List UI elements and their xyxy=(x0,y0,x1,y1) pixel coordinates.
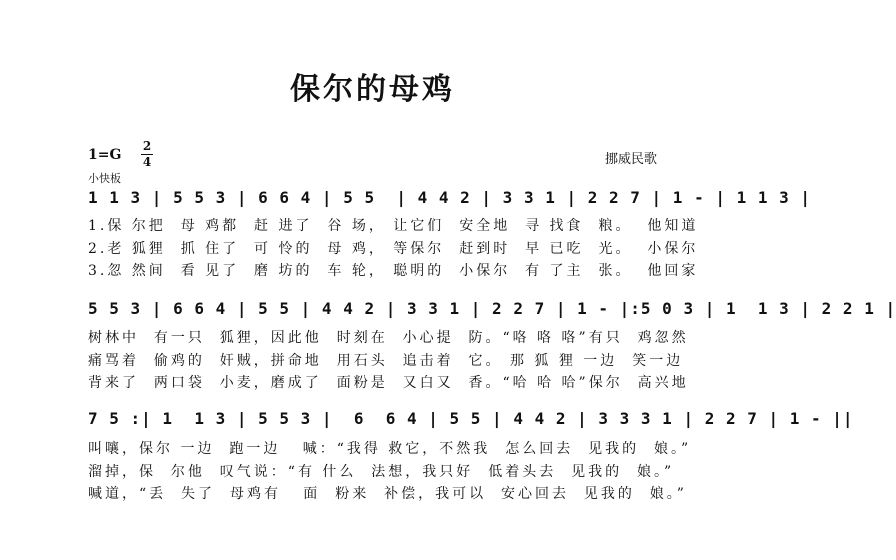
time-signature-top: 2 xyxy=(142,139,152,153)
notation-line-1: 1 1 3 | 5 5 3 | 6 6 4 | 5 5 | 4 4 2 | 3 3 1 | 2 2 7 | 1 - | 1 1 3 | xyxy=(88,188,812,207)
lyric-line-3-verse-3: 喊道，“丢 失了 母鸡有 面 粉来 补偿，我可以 安心回去 见我的 娘。” xyxy=(88,486,687,502)
lyric-line-1-verse-3: 3.忽 然间 看 见了 磨 坊的 车 轮， 聪明的 小保尔 有 了主 张。 他回家 xyxy=(88,263,699,279)
lyric-line-1-verse-1: 1.保 尔把 母 鸡都 赶 进了 谷 场， 让它们 安全地 寻 找食 粮。 他知道 xyxy=(88,218,699,234)
song-title: 保尔的母鸡 xyxy=(290,72,455,107)
key-signature: 1=G xyxy=(88,147,122,163)
lyric-line-2-verse-2: 痛骂着 偷鸡的 奸贼，拼命地 用石头 追击着 它。 那 狐 狸 一边 笑一边 xyxy=(88,353,684,369)
lyric-line-3-verse-2: 溜掉，保 尔他 叹气说：“有 什么 法想，我只好 低着头去 见我的 娘。” xyxy=(88,464,675,480)
lyric-line-2-verse-3: 背来了 两口袋 小麦，磨成了 面粉是 又白又 香。“哈 哈 哈”保尔 高兴地 xyxy=(88,375,689,391)
lyric-line-2-verse-1: 树林中 有一只 狐狸，因此他 时刻在 小心提 防。“咯 咯 咯”有只 鸡忽然 xyxy=(88,330,689,346)
composer-credit: 挪威民歌 xyxy=(604,152,657,167)
time-signature-bottom: 4 xyxy=(142,155,152,169)
notation-line-3: 7 5 :| 1 1 3 | 5 5 3 | 6 6 4 | 5 5 | 4 4 2 | 3 3 3 1 | 2 2 7 | 1 - || xyxy=(88,409,854,428)
lyric-line-1-verse-2: 2.老 狐狸 抓 住了 可 怜的 母 鸡， 等保尔 赶到时 早 已吃 光。 小保尔 xyxy=(88,241,699,257)
time-signature xyxy=(140,140,154,169)
lyric-line-3-verse-1: 叫嚷，保尔 一边 跑一边 喊：“我得 救它，不然我 怎么回去 见我的 娘。” xyxy=(88,441,692,457)
notation-line-2: 5 5 3 | 6 6 4 | 5 5 | 4 4 2 | 3 3 1 | 2 2 7 | 1 - |:5 0 3 | 1 1 3 | 2 2 1 | xyxy=(88,299,896,318)
tempo-marking: 小快板 xyxy=(88,172,121,185)
